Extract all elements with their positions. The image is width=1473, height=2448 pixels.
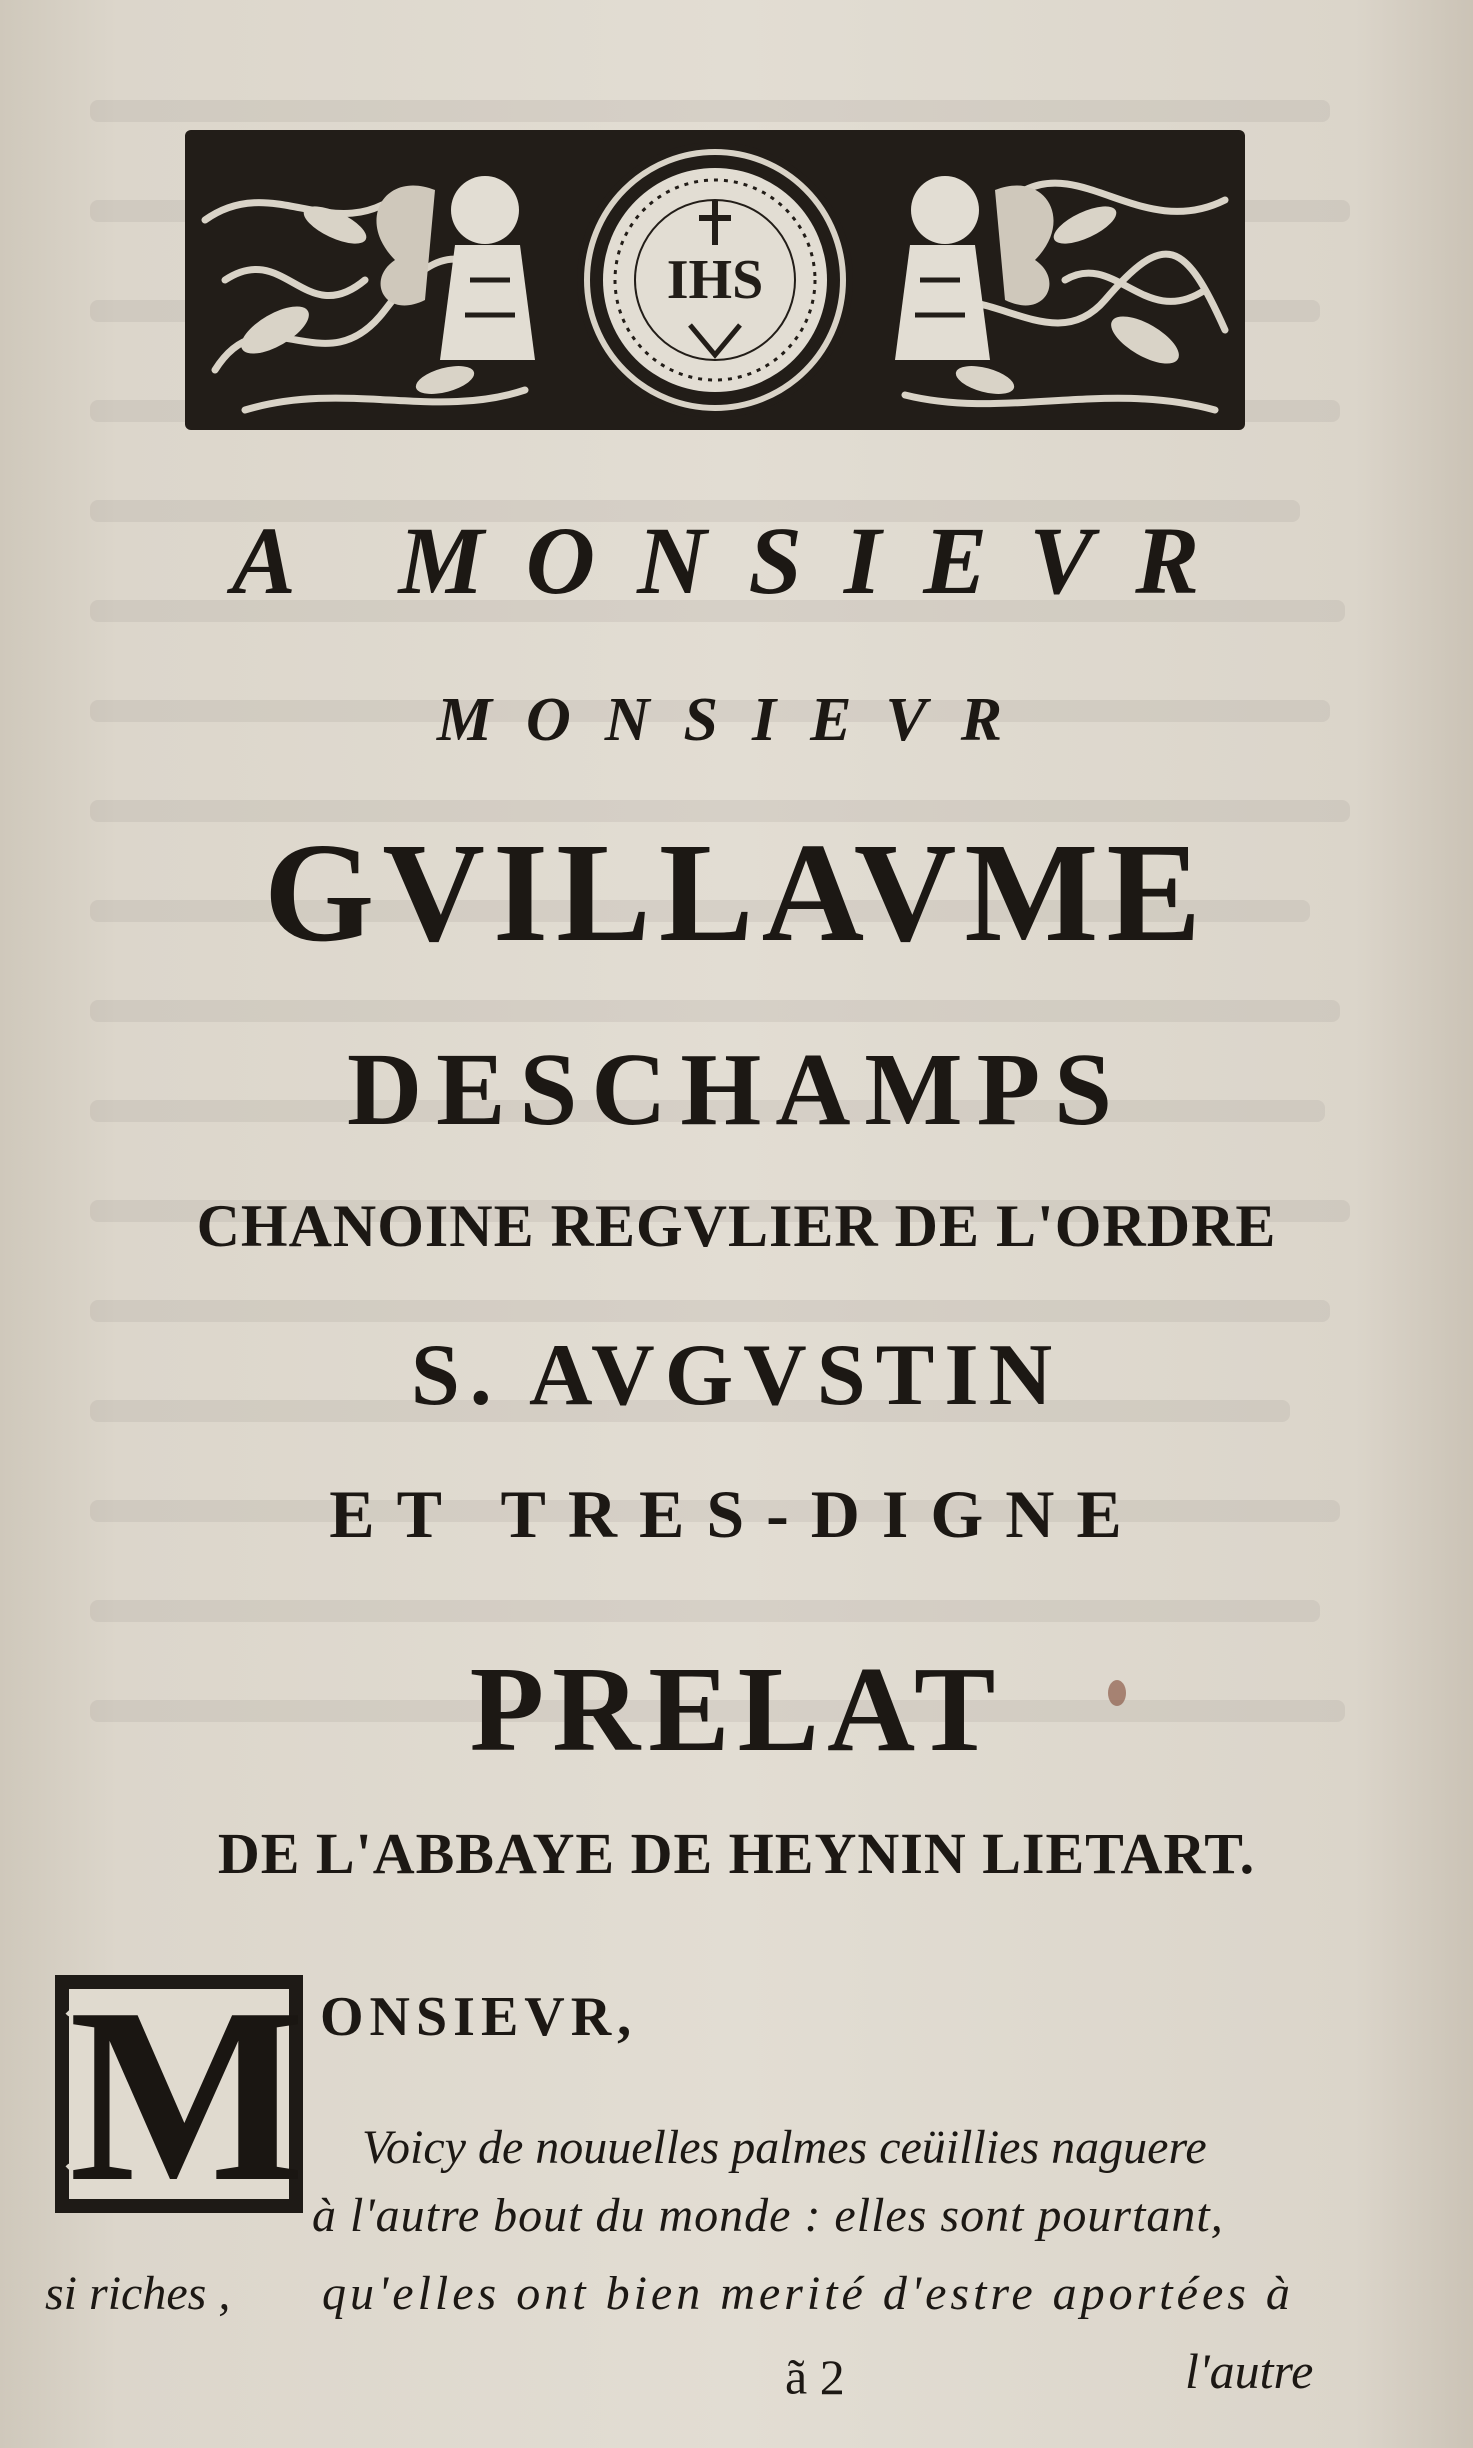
initial-letter: M: [69, 1957, 305, 2234]
letter-line-1: Voicy de nouuelles palmes ceüillies naguere: [362, 2121, 1207, 2174]
paper-stain: [1108, 1680, 1126, 1706]
letter-line-3-end: qu'elles ont bien merité d'estre aportées à: [322, 2267, 1294, 2320]
dedication-line-5: CHANOINE REGVLIER DE L'ORDRE: [196, 1193, 1277, 1259]
dedication-line-9: DE L'ABBAYE DE HEYNIN LIETART.: [217, 1821, 1256, 1886]
catchword: l'autre: [1185, 2343, 1314, 2399]
decorated-initial: [55, 1957, 305, 2234]
dedication-name-last: DESCHAMPS: [347, 1032, 1126, 1147]
dedication-name-first: GVILLAVME: [263, 813, 1210, 971]
salutation: ONSIEVR,: [320, 1986, 638, 2048]
signature-mark: ã 2: [785, 2349, 845, 2405]
dedication-line-7: ET TRES-DIGNE: [329, 1476, 1144, 1552]
dedication-line-6: S. AVGVSTIN: [410, 1327, 1063, 1424]
ihs-monogram: IHS: [666, 249, 764, 311]
initial-panel: [69, 1957, 305, 2234]
ihs-medallion: [577, 142, 853, 418]
headpiece-woodcut: [185, 130, 1245, 430]
letter-line-3-start: si riches ,: [45, 2267, 231, 2320]
dedication-line-2: MONSIEVR: [436, 686, 1037, 754]
dedication-line-1: A MONSIEVR: [231, 507, 1242, 614]
letter-line-2: à l'autre bout du monde : elles sont pourtant,: [312, 2189, 1224, 2242]
dedication-line-8: PRELAT: [469, 1642, 1004, 1777]
